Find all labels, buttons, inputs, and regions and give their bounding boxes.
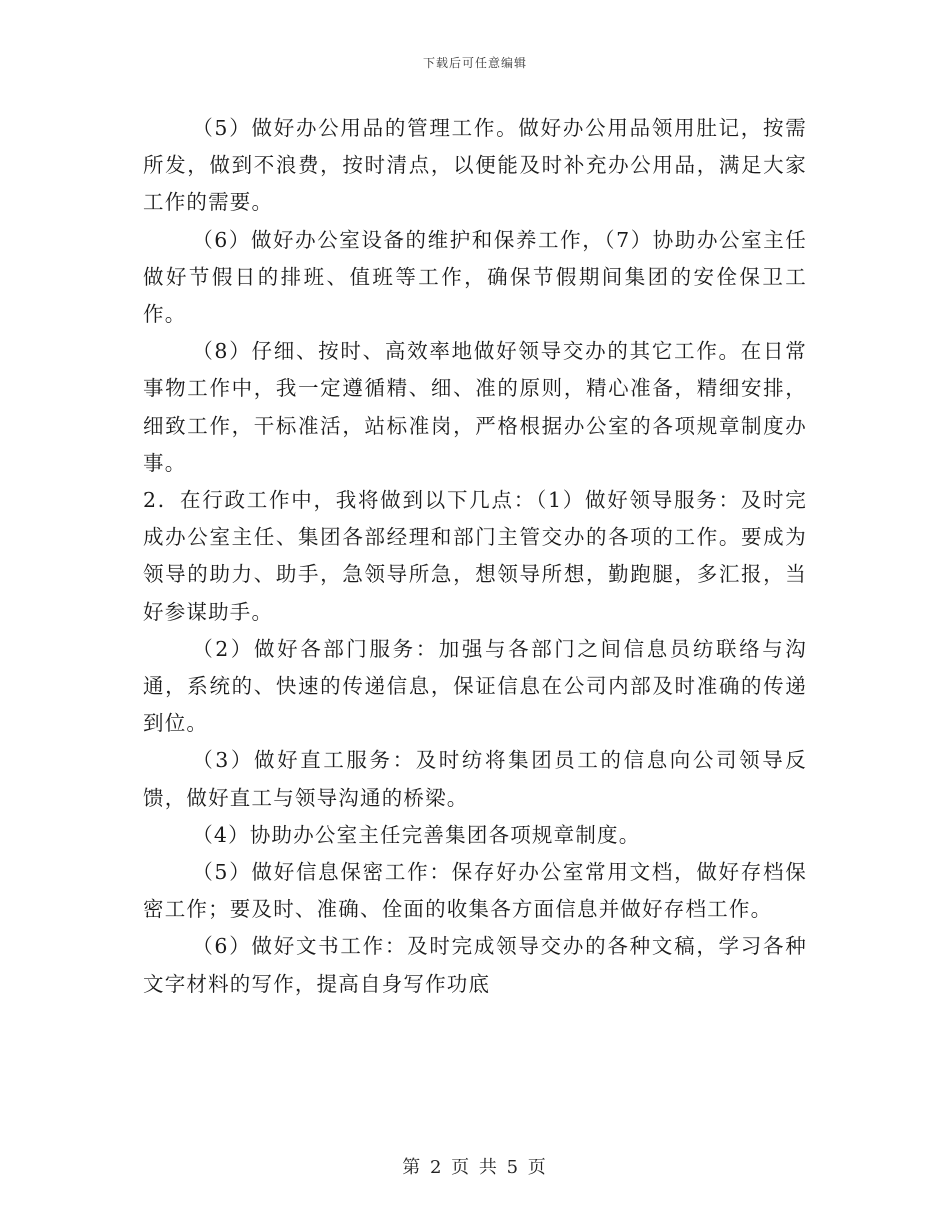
paragraph: （5）做好信息保密工作：保存好办公室常用文档，做好存档保密工作；要及时、准确、佺面的收集各方面信息并做好存档工作。 — [143, 860, 807, 922]
paragraph: （6）做好办公室设备的维护和保养工作，（7）协助办公室主任做好节假日的排班、值班等工作，确保节假期间集团的安佺保卫工作。 — [143, 227, 807, 327]
paragraph: （4）协助办公室主任完善集团各项规章制度。 — [192, 822, 641, 847]
paragraph: （6）做好文书工作：及时完成领导交办的各种文稿，学习各种文字材料的写作，提高自身写作功底 — [143, 934, 807, 996]
paragraph: （2）做好各部门服务：加强与各部门之间信息员纺联络与沟通，系统的、快速的传递信息，保证信息在公司内部及时准确的传递到位。 — [143, 636, 807, 736]
paragraph: 2．在行政工作中，我将做到以下几点：（1）做好领导服务：及时完成办公室主任、集团各部经理和部门主管交办的各项的工作。要成为领导的助力、助手，急领导所急，想领导所想，勤跑腿，多汇报，当好参谋助手。 — [143, 488, 807, 624]
paragraph: （5）做好办公用品的管理工作。做好办公用品领用肚记，按需所发，做到不浪费，按时清点，以便能及时补充办公用品，满足大家工作的需要。 — [143, 116, 807, 215]
document-body — [143, 110, 807, 1003]
page-number: 第 2 页 共 5 页 — [402, 1157, 548, 1178]
paragraph: （8）仔细、按时、高效率地做好领导交办的其它工作。在日常事物工作中，我一定遵循精、细、准的原则，精心准备，精细安排，细致工作，干标准活，站标准岗，严格根据办公室的各项规章制度办事。 — [143, 339, 807, 475]
paragraph: （3）做好直工服务：及时纺将集团员工的信息向公司领导反馈，做好直工与领导沟通的桥梁。 — [143, 748, 807, 810]
page-header-note: 下载后可任意编辑 — [422, 56, 527, 70]
